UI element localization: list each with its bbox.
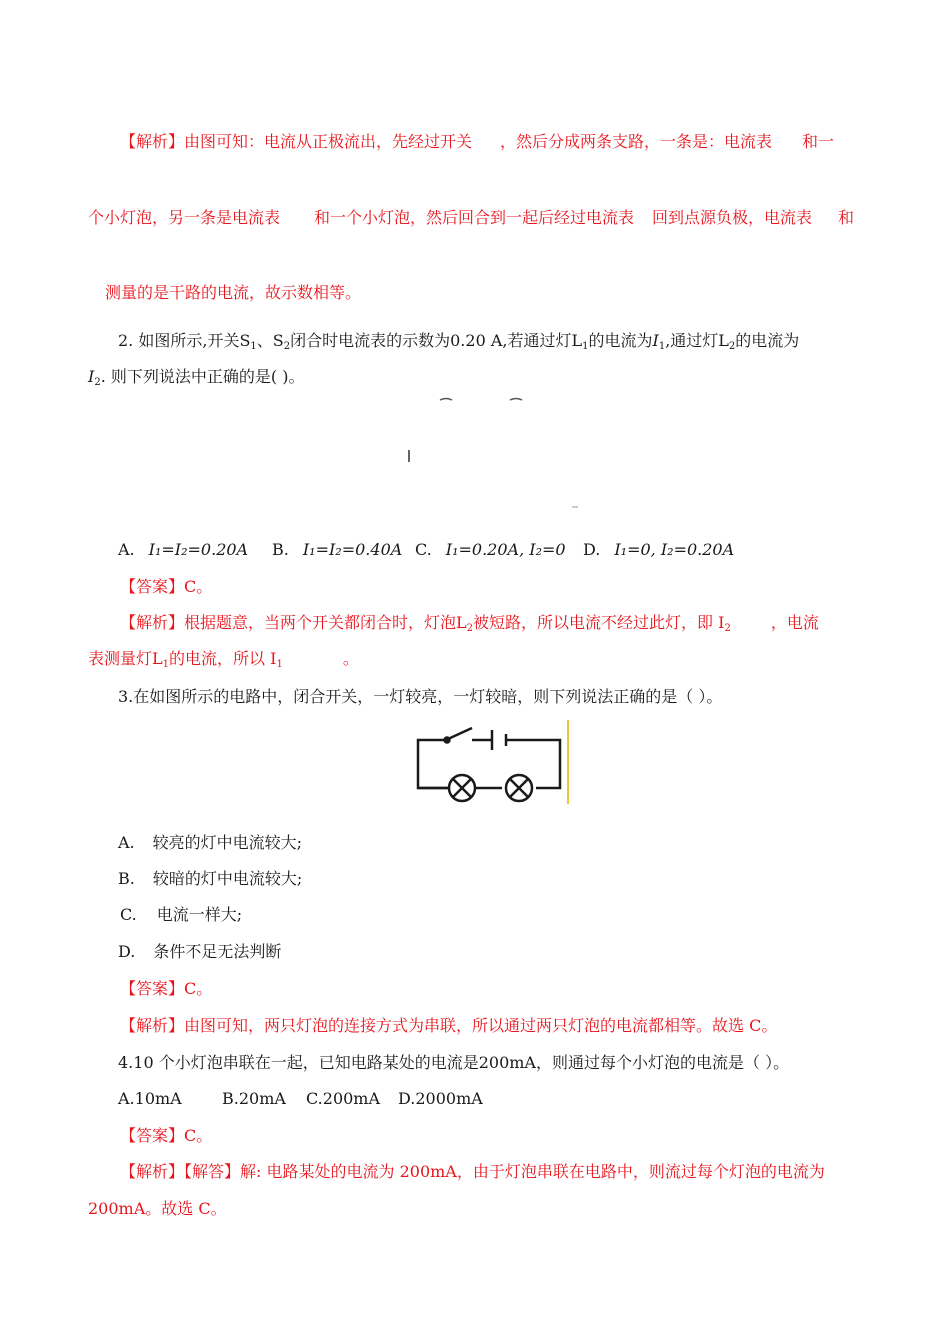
q1-analysis-line3: 测量的是干路的电流，故示数相等。 (105, 283, 362, 302)
q3-answer: 【答案】C。 (120, 979, 213, 998)
analysis-tag: 【解析】【解答】 (120, 1162, 241, 1181)
q1-analysis-line2: 个小灯泡，另一条是电流表 和一个小灯泡，然后回合到一起后经过电流表 回到点源负极，电流表 和 (88, 208, 855, 227)
q2-option-d[interactable]: D. I₁=0, I₂=0.20A (583, 540, 735, 559)
answer-tag: 【答案】 (120, 577, 185, 596)
q2-circuit-figure (0, 390, 950, 510)
q3-stem: 3.在如图所示的电路中，闭合开关，一灯较亮，一灯较暗，则下列说法正确的是（ ）。 (118, 687, 723, 706)
q4-stem: 4.10 个小灯泡串联在一起，已知电路某处的电流是200mA，则通过每个小灯泡的电流是（ ）。 (118, 1053, 790, 1072)
q4-option-c[interactable]: C.200mA (306, 1089, 381, 1108)
answer-tag: 【答案】 (120, 979, 185, 998)
q4-analysis-line1: 【解析】【解答】解: 电路某处的电流为 200mA，由于灯泡串联在电路中，则流过每个灯泡的电流为 (120, 1162, 825, 1181)
q3-option-b[interactable]: B. 较暗的灯中电流较大; (118, 869, 303, 888)
q3-circuit-figure (410, 718, 580, 808)
q4-answer: 【答案】C。 (120, 1126, 213, 1145)
q2-answer: 【答案】C。 (120, 577, 213, 596)
q3-analysis: 【解析】由图可知，两只灯泡的连接方式为串联，所以通过两只灯泡的电流都相等。故选 C。 (120, 1016, 778, 1035)
analysis-tag: 【解析】 (120, 613, 185, 632)
q2-analysis-line1: 【解析】根据题意，当两个开关都闭合时，灯泡$L_2$被短路，所以电流不经过此灯，即 $I_2$ ，电流 (120, 613, 819, 634)
answer-tag: 【答案】 (120, 1126, 185, 1145)
q2-stem-line2: $I_2$. 则下列说法中正确的是( )。 (88, 367, 305, 388)
q3-option-c[interactable]: C. 电流一样大; (120, 905, 243, 924)
q1-analysis-line1: 【解析】由图可知：电流从正极流出，先经过开关 ，然后分成两条支路，一条是：电流表 和一 (120, 132, 835, 151)
q3-option-d[interactable]: D. 条件不足无法判断 (118, 942, 282, 961)
q4-analysis-line2: 200mA。故选 C。 (88, 1199, 227, 1218)
analysis-tag: 【解析】 (120, 132, 185, 151)
q2-analysis-line2: 表测量灯$L_1$的电流，所以 $I_1$ 。 (88, 649, 359, 670)
q2-option-b[interactable]: B. I₁=I₂=0.40A (272, 540, 403, 559)
q4-option-d[interactable]: D.2000mA (398, 1089, 483, 1108)
q4-option-b[interactable]: B.20mA (222, 1089, 286, 1108)
q2-stem-line1: 2. 如图所示,开关$S_1$、$S_2$闭合时电流表的示数为0.20 A,若通过灯$L_1$的电流为$I_1$,通过灯$L_2$的电流为 (118, 331, 800, 352)
q2-option-c[interactable]: C. I₁=0.20A, I₂=0 (415, 540, 566, 559)
analysis-tag: 【解析】 (120, 1016, 185, 1035)
q2-option-a[interactable]: A. I₁=I₂=0.20A (118, 540, 249, 559)
q4-option-a[interactable]: A.10mA (118, 1089, 182, 1108)
q3-option-a[interactable]: A. 较亮的灯中电流较大; (118, 833, 303, 852)
